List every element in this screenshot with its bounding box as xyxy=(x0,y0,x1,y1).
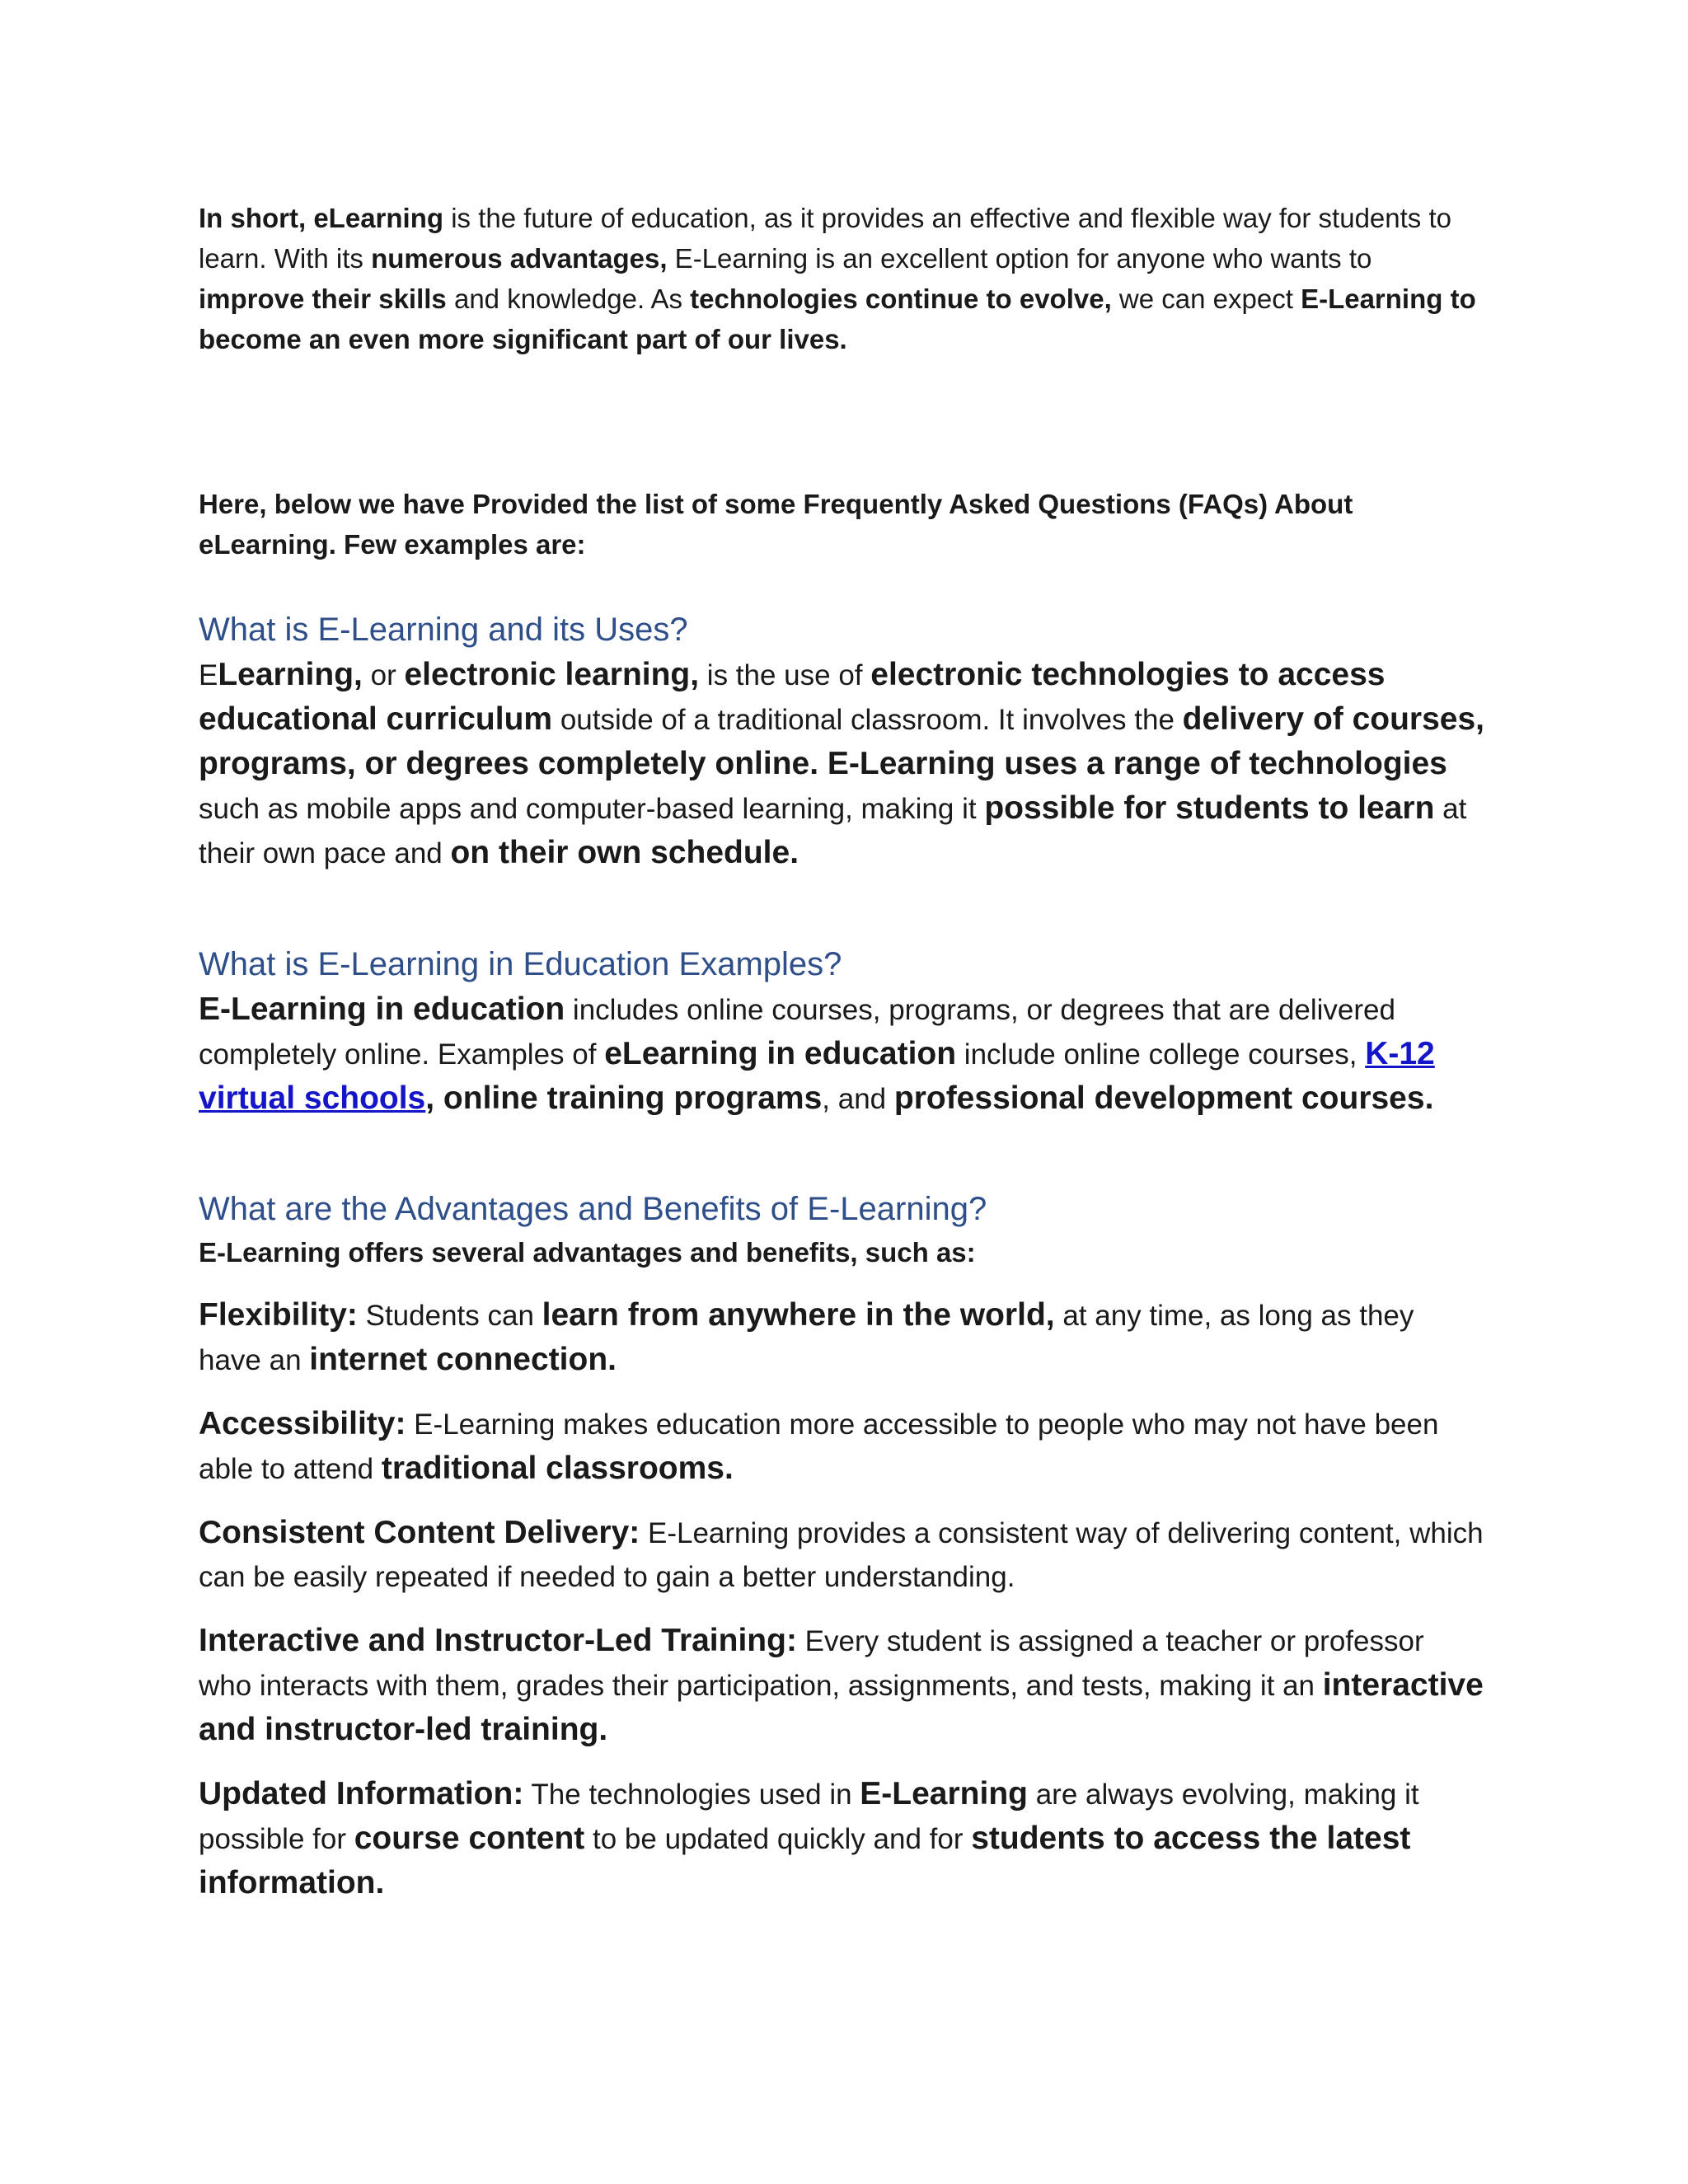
uses-bold-8: delivery of courses, programs, or degrees completely online. E-Learning uses a range of technologies xyxy=(199,701,1485,781)
intro-text-2: is the future of education, as it provides an effective and flexible way for students to learn. With its xyxy=(199,203,1451,274)
faq-intro-text: Here, below we have Provided the list of some Frequently Asked Questions (FAQs) About eLearning. Few examples are: xyxy=(199,489,1353,560)
uses-bold-4: electronic learning, xyxy=(404,657,700,692)
examples-bold-5: , online training programs xyxy=(425,1080,823,1116)
intro-text-8: we can expect xyxy=(1111,284,1301,314)
uses-bold-12: on their own schedule. xyxy=(450,835,799,870)
benefit-text: E-Learning provides a consistent way of delivering content, which can be easily repeated if needed to gain a better understanding. xyxy=(199,1517,1484,1593)
benefit-term: Updated Information: xyxy=(199,1776,524,1811)
benefit-term: Accessibility: xyxy=(199,1406,406,1441)
uses-bold-10: possible for students to learn xyxy=(984,790,1435,826)
uses-text-7: outside of a traditional classroom. It involves the xyxy=(552,704,1183,736)
examples-bold-7: professional development courses. xyxy=(893,1080,1434,1116)
benefit-text: The technologies used in xyxy=(523,1779,860,1811)
benefit-bold: learn from anywhere in the world, xyxy=(542,1297,1055,1333)
examples-paragraph xyxy=(199,987,1484,1121)
heading-examples: What is E-Learning in Education Examples? xyxy=(199,946,842,982)
benefit-bold: course content xyxy=(354,1821,585,1856)
uses-text-1: E xyxy=(199,659,218,691)
uses-bold-6: electronic technologies to access educational curriculum xyxy=(199,657,1386,737)
intro-bold-9: E-Learning to become an even more significant part of our lives. xyxy=(199,284,1476,354)
intro-text-4: E-Learning is an excellent option for anyone who wants to xyxy=(667,243,1372,274)
intro-text-6: and knowledge. As xyxy=(446,284,691,314)
benefit-flexibility xyxy=(199,1293,1484,1382)
intro-bold-5: improve their skills xyxy=(199,284,447,314)
uses-text-9: such as mobile apps and computer-based learning, making it xyxy=(199,793,985,825)
benefit-bold: interactive and instructor-led training. xyxy=(199,1667,1484,1747)
intro-paragraph xyxy=(199,198,1484,359)
benefit-updated-information xyxy=(199,1772,1484,1905)
faq-intro-paragraph xyxy=(199,484,1484,565)
k12-virtual-schools-link[interactable]: K-12 virtual schools xyxy=(199,1036,1435,1116)
benefit-text: Students can xyxy=(357,1300,542,1332)
benefit-bold: E-Learning xyxy=(860,1776,1028,1811)
benefit-term: Interactive and Instructor-Led Training: xyxy=(199,1623,797,1658)
examples-text-2: includes online courses, programs, or degrees that are delivered completely online. Examples of xyxy=(199,994,1395,1071)
advantages-intro xyxy=(199,1232,1484,1272)
uses-paragraph xyxy=(199,653,1484,875)
benefit-bold: internet connection. xyxy=(309,1342,617,1377)
intro-bold-1: In short, eLearning xyxy=(199,203,444,233)
intro-bold-7: technologies continue to evolve, xyxy=(690,284,1112,314)
uses-text-11: at their own pace and xyxy=(199,793,1467,869)
benefit-term: Consistent Content Delivery: xyxy=(199,1515,640,1550)
examples-bold-3: eLearning in education xyxy=(604,1036,957,1071)
examples-text-6: , and xyxy=(822,1083,894,1115)
document-content xyxy=(199,198,1484,1905)
intro-bold-3: numerous advantages, xyxy=(371,243,668,274)
benefit-term: Flexibility: xyxy=(199,1297,358,1333)
benefit-accessibility xyxy=(199,1402,1484,1491)
benefit-text: E-Learning makes education more accessible to people who may not have been able to attend xyxy=(199,1408,1439,1485)
uses-text-5: is the use of xyxy=(699,659,871,691)
benefit-bold: students to access the latest information. xyxy=(199,1821,1411,1900)
advantages-intro-text: E-Learning offers several advantages and benefits, such as: xyxy=(199,1237,976,1268)
examples-bold-1: E-Learning in education xyxy=(199,991,565,1027)
uses-text-3: or xyxy=(362,659,405,691)
benefit-text: Every student is assigned a teacher or professor who interacts with them, grades their participation, assignments, and tests, making it an xyxy=(199,1625,1424,1702)
examples-text-4: include online college courses, xyxy=(956,1038,1366,1071)
benefit-text: at any time, as long as they have an xyxy=(199,1300,1414,1376)
uses-bold-2: Learning, xyxy=(218,657,363,692)
benefit-bold: traditional classrooms. xyxy=(381,1451,734,1486)
benefit-text: to be updated quickly and for xyxy=(584,1823,972,1855)
heading-uses: What is E-Learning and its Uses? xyxy=(199,612,688,648)
heading-advantages: What are the Advantages and Benefits of E-Learning? xyxy=(199,1191,987,1227)
benefit-interactive-training xyxy=(199,1619,1484,1752)
benefit-consistent-content-delivery xyxy=(199,1511,1484,1599)
benefit-text: are always evolving, making it possible for xyxy=(199,1779,1419,1855)
